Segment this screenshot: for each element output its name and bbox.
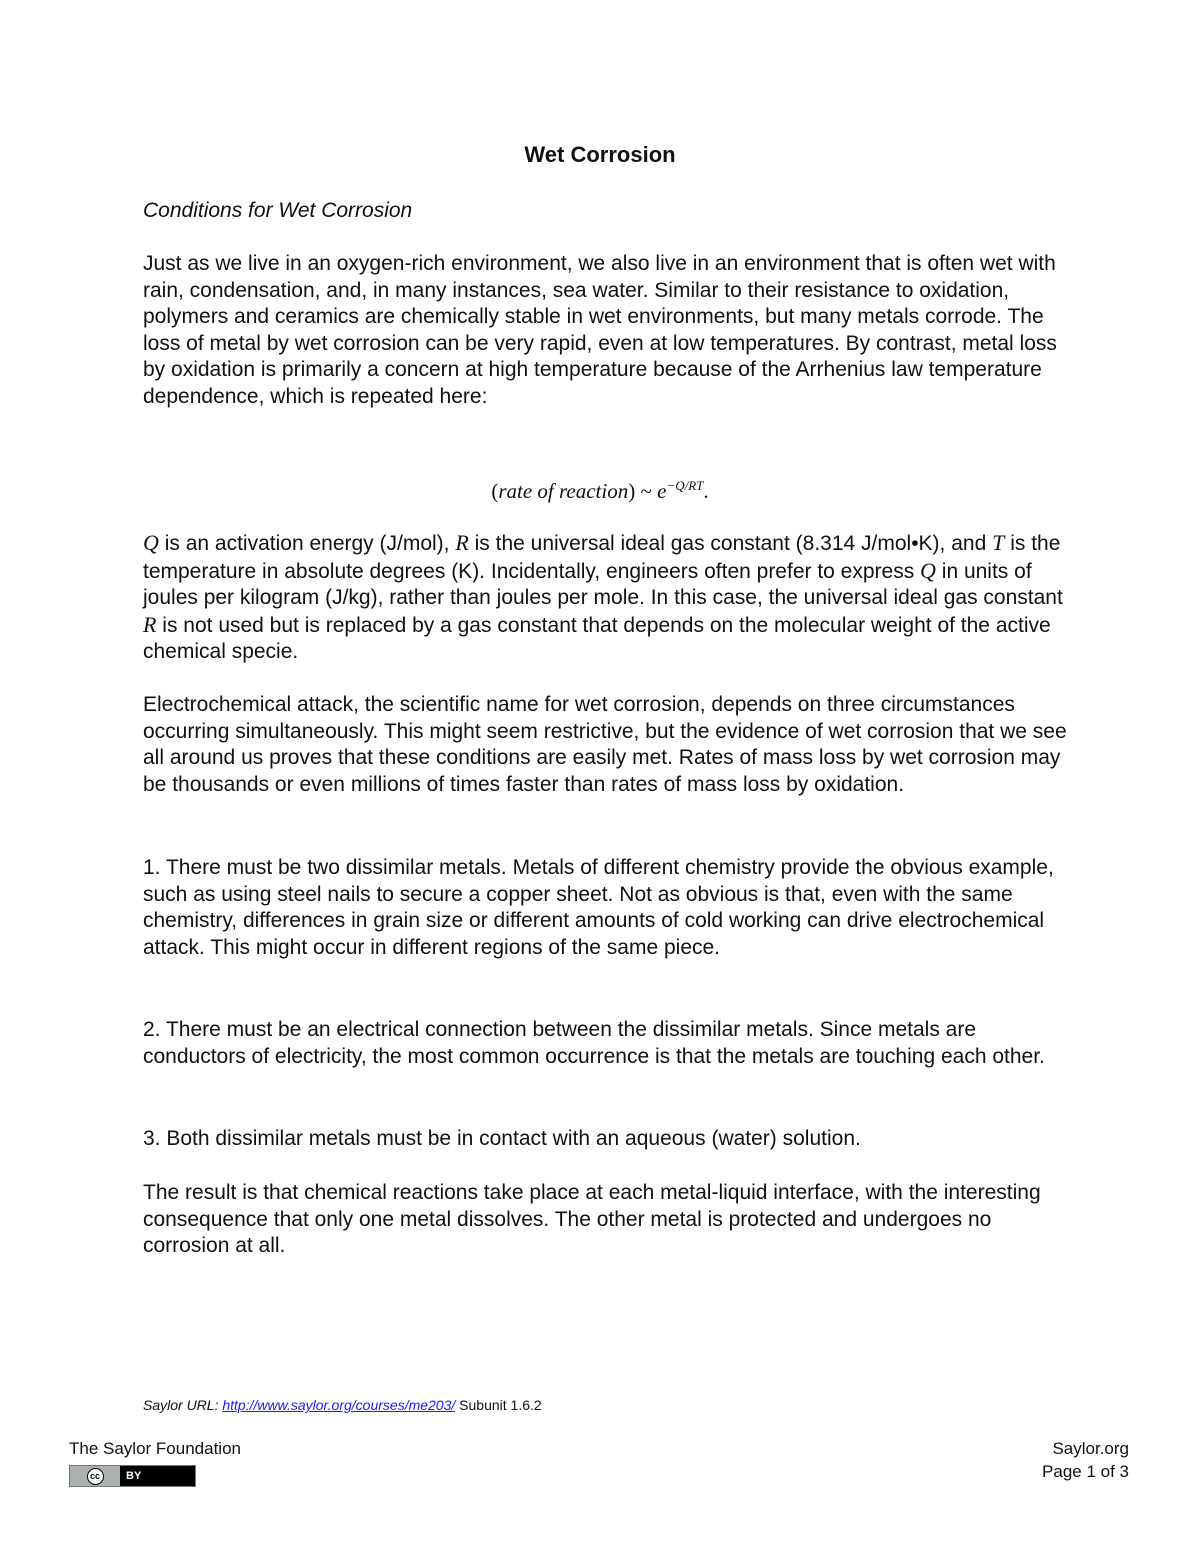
- condition-1-paragraph: 1. There must be two dissimilar metals. Metals of different chemistry provide the obvious example, such as using steel nails to secure a copper sheet. Not as obvious is that, even with the same chemistry, differences in grain size or different amounts of cold working can drive electrochemical attack. This might occur in different regions of the same piece.: [143, 856, 1054, 959]
- cc-badge-left: [70, 1466, 120, 1486]
- def-text-2: is the universal ideal gas constant (8.314 J/mol•K), and: [468, 532, 993, 555]
- footer-url-line: [143, 1396, 542, 1414]
- page-number: Page 1 of 3: [1042, 1462, 1129, 1481]
- formula-base: e: [657, 479, 667, 503]
- def-text-4: in units of joules per kilogram (J/kg), rather than joules per mole. In this case, the universal ideal gas constant: [143, 559, 1063, 610]
- conclusion-paragraph: The result is that chemical reactions take place at each metal-liquid interface, with the interesting consequence that only one metal dissolves. The other metal is protected and undergoes no corrosion at all.: [143, 1181, 1041, 1258]
- var-t: T: [992, 530, 1005, 555]
- formula-relation: ~: [640, 479, 652, 503]
- footer-url-label: Saylor URL:: [143, 1397, 223, 1413]
- def-text-1: is an activation energy (J/mol),: [158, 532, 456, 555]
- formula-exponent: −Q/RT: [666, 478, 704, 493]
- definitions-paragraph: [143, 530, 1073, 666]
- var-q-2: Q: [920, 557, 936, 583]
- formula-lhs: rate of reaction: [498, 479, 629, 503]
- document-title: Wet Corrosion: [524, 142, 676, 167]
- site-name: Saylor.org: [1052, 1439, 1129, 1458]
- course-link[interactable]: http://www.saylor.org/courses/me203/: [222, 1397, 456, 1413]
- var-q: Q: [143, 530, 159, 555]
- intro-paragraph: Just as we live in an oxygen-rich environment, we also live in an environment that is often wet with rain, condensation, and, in many instances, sea water. Similar to their resistance to oxidation, polymers and ceramics are chemically stable in wet environments, but many metals corrode. The loss of metal by wet corrosion can be very rapid, even at low temperatures. By contrast, metal loss by oxidation is primarily a concern at high temperature because of the Arrhenius law temperature dependence, which is repeated here:: [143, 252, 1057, 408]
- section-subtitle: Conditions for Wet Corrosion: [143, 199, 413, 222]
- foundation-name: The Saylor Foundation: [69, 1439, 241, 1458]
- var-r-2: R: [143, 611, 157, 637]
- cc-by-license-badge: [69, 1465, 196, 1487]
- def-text-3: is the temperature in absolute degrees (K). Incidentally, engineers often prefer to express: [143, 532, 1061, 583]
- def-text-5: is not used but is replaced by a gas constant that depends on the molecular weight of the active chemical specie.: [143, 613, 1051, 664]
- electrochem-paragraph: Electrochemical attack, the scientific name for wet corrosion, depends on three circumstances occurring simultaneously. This might seem restrictive, but the evidence of wet corrosion that we see all around us proves that these conditions are easily met. Rates of mass loss by wet corrosion may be thousands or even millions of times faster than rates of mass loss by oxidation.: [143, 693, 1067, 796]
- footer-subunit: Subunit 1.6.2: [455, 1397, 542, 1413]
- cc-icon: cc: [87, 1468, 104, 1485]
- condition-2-paragraph: 2. There must be an electrical connection between the dissimilar metals. Since metals are conductors of electricity, the most common occurrence is that the metals are touching each other.: [143, 1018, 1045, 1068]
- var-r: R: [455, 530, 469, 555]
- condition-3-paragraph: 3. Both dissimilar metals must be in contact with an aqueous (water) solution.: [143, 1127, 861, 1150]
- cc-by-label: BY: [126, 1470, 142, 1482]
- arrhenius-formula: (rate of reaction) ~ $e^{-Q/RT}$.: [491, 478, 709, 503]
